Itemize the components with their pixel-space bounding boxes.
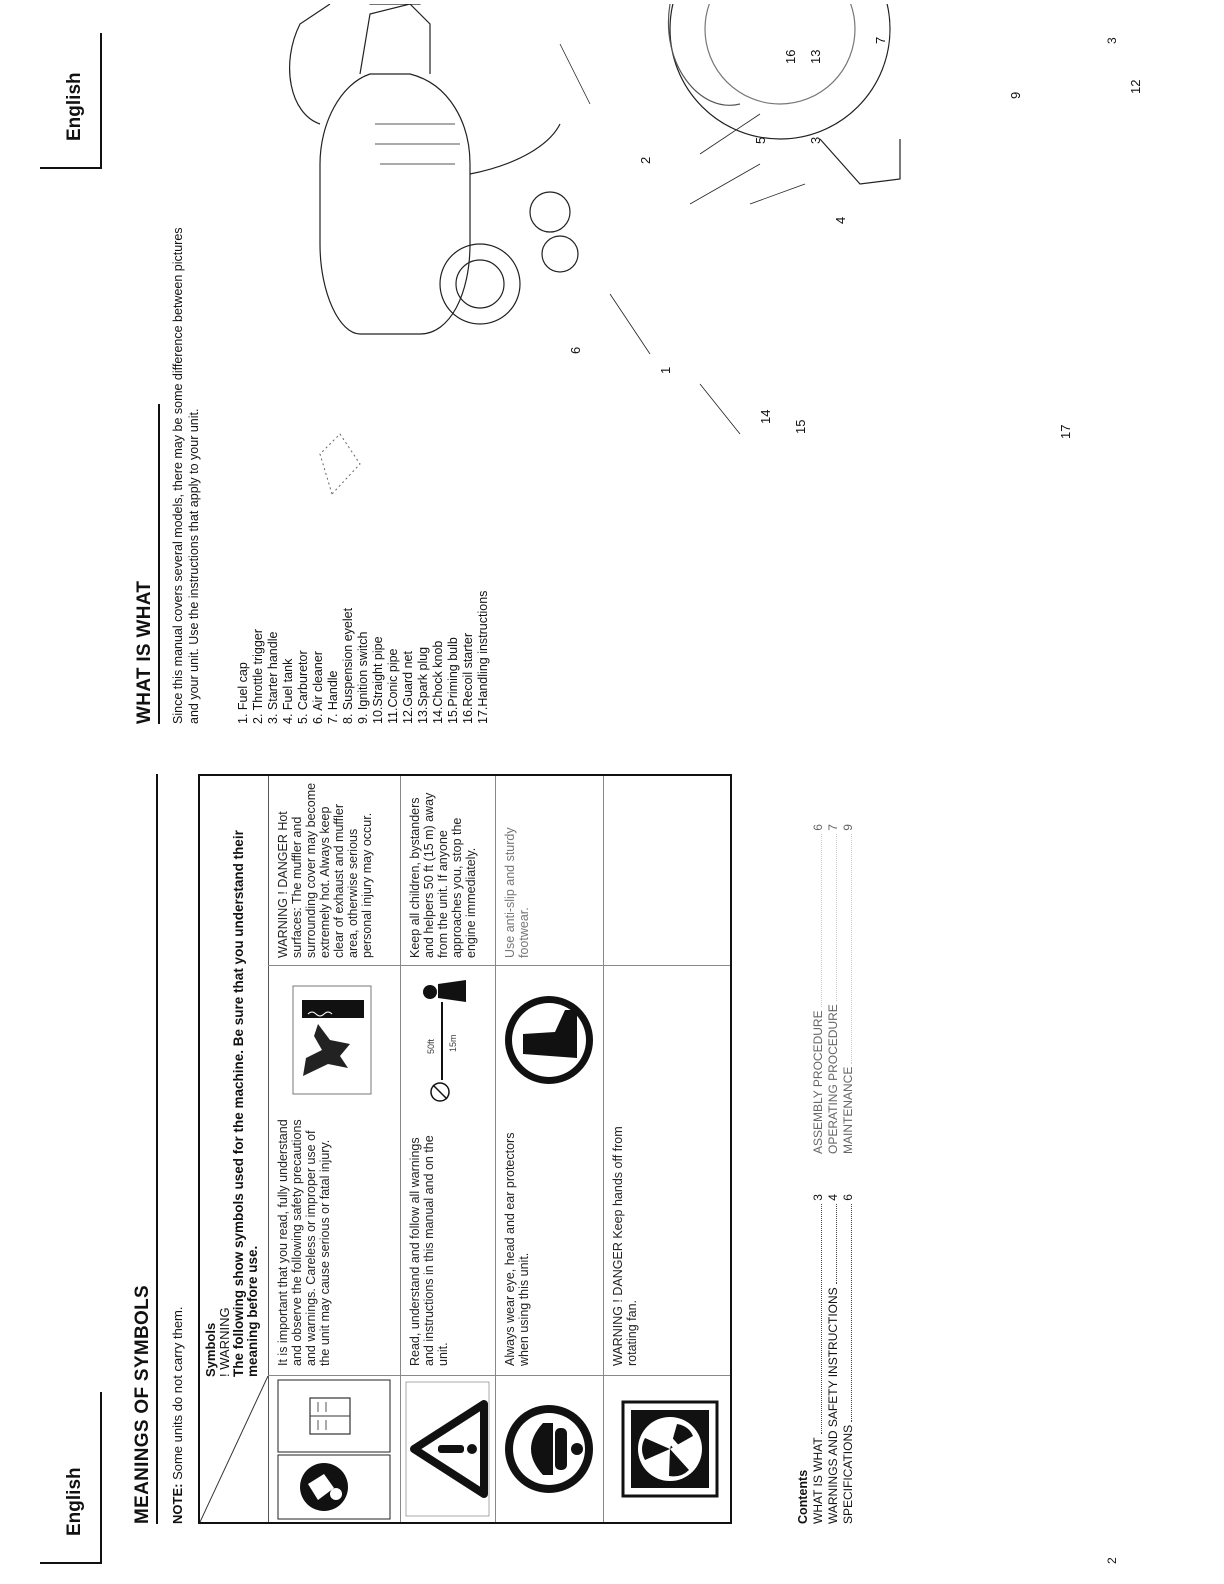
table-row	[400, 776, 496, 1522]
contents-entry	[826, 824, 841, 1154]
contents-entry	[841, 824, 856, 1154]
what-is-what-heading: WHAT IS WHAT	[134, 404, 160, 724]
contents-label: WHAT IS WHAT	[811, 1437, 825, 1524]
contents-title: Contents	[796, 1469, 810, 1524]
contents-page: 9	[841, 824, 855, 831]
keep-distance-icon	[400, 966, 495, 1114]
rotating-fan-icon	[603, 1376, 730, 1522]
list-item: 15.Priming bulb	[446, 637, 460, 724]
language-tab-right: English	[40, 33, 102, 169]
icon-cell	[603, 1375, 730, 1522]
icon-cell	[495, 1375, 603, 1522]
callout: 7	[873, 36, 888, 44]
page-number-left: 2	[1105, 1557, 1119, 1564]
symbols-title: Symbols	[203, 1322, 218, 1377]
contents	[796, 764, 856, 1524]
symbols-intro: The following show symbols used for the machine. Be sure that you understand their meaning before use.	[231, 830, 260, 1377]
warning-triangle-icon	[400, 1376, 495, 1522]
language-tab-left: English	[40, 1392, 102, 1564]
distance-m: 15m	[448, 1034, 458, 1052]
header-diagonal	[200, 1376, 268, 1522]
contents-label: SPECIFICATIONS	[841, 1424, 855, 1524]
callout: 4	[833, 216, 848, 224]
contents-label: OPERATING PROCEDURE	[826, 1004, 840, 1154]
note-text: Some units do not carry them.	[170, 1306, 185, 1480]
note-label: NOTE:	[170, 1483, 185, 1524]
callout: 12	[1128, 79, 1143, 94]
list-item: 6. Air cleaner	[311, 651, 325, 724]
symbol-description: It is important that you read, fully understand and observe the following safety precautions and warnings. Careless or improper use of the unit may cause serious or fatal injury.	[276, 1119, 332, 1366]
list-item: 1. Fuel cap	[236, 662, 250, 724]
contents-entry	[826, 1194, 841, 1524]
contents-label: MAINTENANCE	[841, 1066, 855, 1154]
warning-line: ! WARNING	[217, 1307, 232, 1377]
callout: 17	[1058, 424, 1073, 439]
symbol-description: Read, understand and follow all warnings and instructions in this manual and on the unit.	[408, 1135, 450, 1366]
contents-entry	[841, 1194, 856, 1524]
symbol-description: WARNING ! DANGER Keep hands off from rotating fan.	[611, 1126, 639, 1366]
blower-rear-view	[668, 4, 900, 184]
symbol-description: Always wear eye, head and ear protectors when using this unit.	[503, 1132, 531, 1366]
symbol-description: Keep all children, bystanders and helpers 50 ft (15 m) away from the unit. If anyone approaches you, stop the engine immediately.	[408, 792, 478, 958]
protective-gear-icon	[495, 1376, 603, 1522]
contents-page: 6	[841, 1194, 855, 1201]
table-row	[268, 776, 401, 1522]
icon-cell	[495, 965, 603, 1114]
contents-page: 3	[811, 1194, 825, 1201]
callout-lines	[325, 4, 805, 434]
distance-ft: 50ft	[426, 1038, 436, 1054]
list-item: 3. Starter handle	[266, 631, 280, 724]
symbol-description: Use anti-slip and sturdy footwear.	[503, 827, 531, 958]
contents-page: 7	[826, 824, 840, 831]
icon-cell	[268, 1375, 400, 1522]
hot-surface-icon	[268, 966, 400, 1114]
list-item: 14.Chock knob	[431, 640, 445, 724]
list-item: 17.Handling instructions	[476, 590, 490, 724]
list-item: 10.Straight pipe	[371, 636, 385, 724]
symbol-description	[603, 776, 730, 966]
callout: 15	[793, 419, 808, 434]
symbol-description: WARNING ! DANGER Hot surfaces: The muffler and surrounding cover may become extremely hot. Always keep clear of exhaust and muffler area, otherwise serious personal injury may occur.	[276, 782, 374, 958]
blower-diagram	[260, 4, 1160, 764]
note	[170, 1307, 185, 1525]
list-item: 12.Guard net	[401, 651, 415, 724]
list-item: 9. Ignition switch	[356, 631, 370, 724]
callout: 6	[568, 346, 583, 354]
symbols-table	[198, 774, 732, 1524]
callout-numbers	[568, 4, 1143, 439]
callout: 5	[753, 136, 768, 144]
table-row	[495, 776, 604, 1522]
icon-cell	[268, 965, 400, 1114]
icon-cell	[603, 965, 730, 1114]
what-is-what-intro: Since this manual covers several models, there may be some difference between pictures and your unit. Use the instructions that apply to your unit.	[171, 227, 201, 724]
list-item: 4. Fuel tank	[281, 658, 295, 724]
callout: 13	[808, 49, 823, 64]
icon-cell	[400, 1375, 495, 1522]
icon-cell	[400, 965, 495, 1114]
list-item: 5. Carburetor	[296, 650, 310, 724]
callout: 9	[1008, 91, 1023, 99]
callout: 1	[658, 366, 673, 374]
header-text	[204, 777, 260, 1377]
contents-entry	[811, 824, 826, 1154]
contents-column	[811, 824, 856, 1154]
contents-column	[811, 1194, 856, 1524]
table-row	[603, 776, 730, 1522]
contents-page: 4	[826, 1194, 840, 1201]
list-item: 11.Conic pipe	[386, 648, 400, 724]
list-item: 2. Throttle trigger	[251, 629, 265, 724]
handling-instructions-sketch	[320, 434, 360, 494]
callout: 16	[783, 49, 798, 64]
contents-label: ASSEMBLY PROCEDURE	[811, 1010, 825, 1154]
callout: 2	[638, 156, 653, 164]
contents-label: WARNINGS AND SAFETY INSTRUCTIONS	[826, 1287, 840, 1524]
list-item: 16.Recoil starter	[461, 632, 475, 724]
contents-page: 6	[811, 824, 825, 831]
blower-front-view	[290, 4, 578, 334]
list-item: 13.Spark plug	[416, 646, 430, 724]
callout: 14	[758, 409, 773, 424]
read-manual-icon	[268, 1376, 400, 1522]
callout: 3	[808, 136, 823, 144]
contents-entry	[811, 1194, 826, 1524]
page-number-right: 3	[1105, 37, 1119, 44]
list-item: 8. Suspension eyelet	[341, 607, 355, 724]
list-item: 7. Handle	[326, 670, 340, 724]
boot-icon	[495, 966, 603, 1114]
meanings-heading: MEANINGS OF SYMBOLS	[132, 774, 158, 1524]
symbols-table-header	[200, 776, 269, 1522]
